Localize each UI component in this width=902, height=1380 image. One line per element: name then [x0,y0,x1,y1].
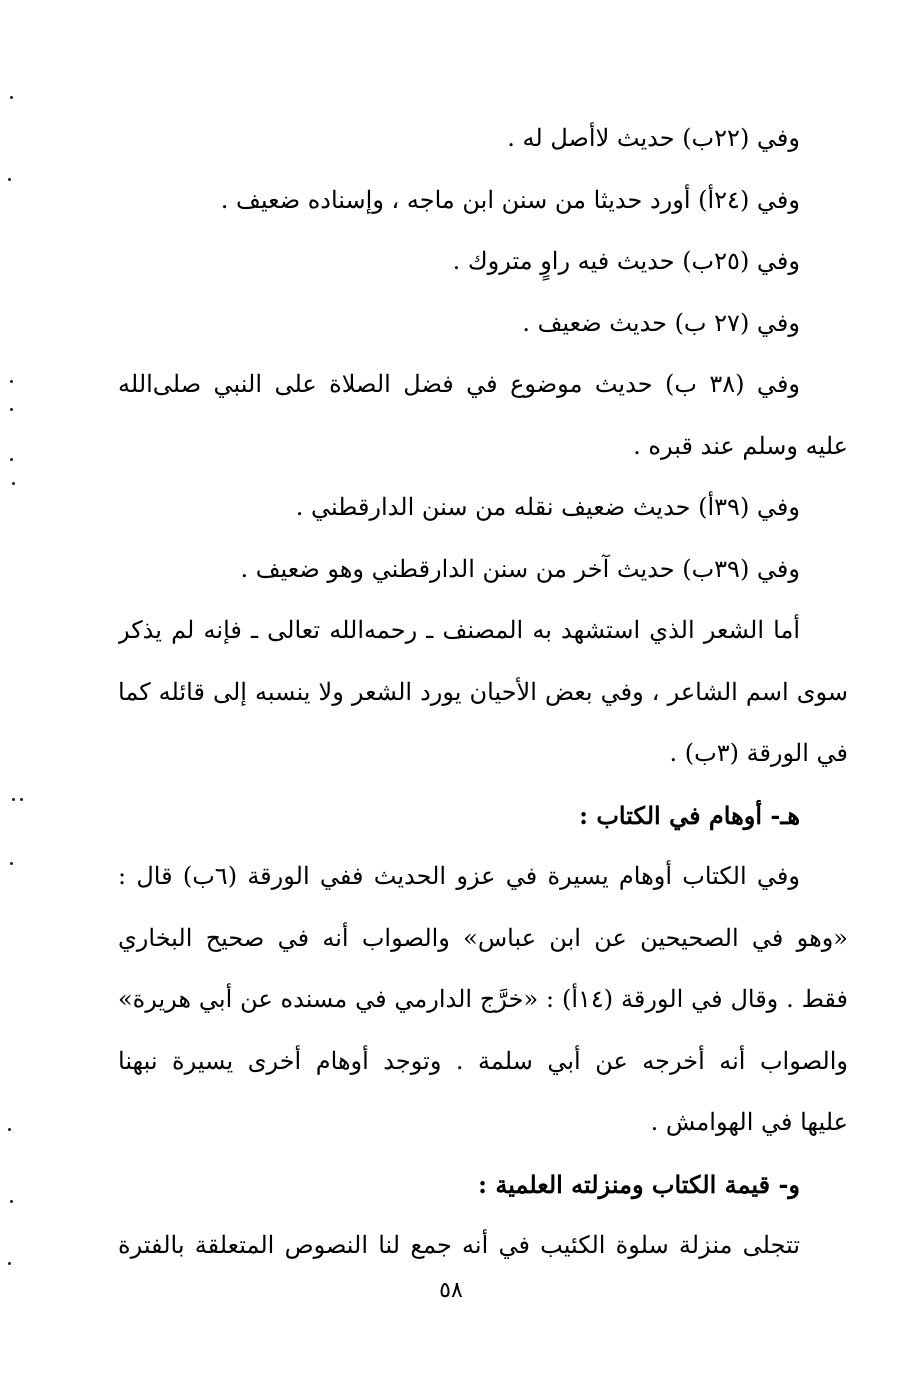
text-line: وفي (٢٧ ب) حديث ضعيف . [522,308,800,337]
body-text [118,108,848,1277]
text-line: وفي (٢٢ب) حديث لاأصل له . [507,124,800,152]
text-line: وفي الكتاب أوهام يسيرة في عزو الحديث ففي الورقة (٦ب) قال : [118,862,800,890]
scan-speck [8,1128,11,1131]
text-line: فقط . وقال في الورقة (١٤أ) : «خرَّج الدارمي في مسنده عن أبي هريرة» [118,985,848,1013]
text-line: وفي (٣٩ب) حديث آخر من سنن الدارقطني وهو ضعيف . [240,554,800,583]
text-line: وفي (٣٨ ب) حديث موضوع في فضل الصلاة على النبي صلى‌الله [118,370,801,398]
text-line: سوى اسم الشاعر ، وفي بعض الأحيان يورد الشعر ولا ينسبه إلى قائله كما [118,677,848,706]
section-heading-h: هـ- أوهام في الكتاب : [579,800,800,830]
scan-speck [10,1200,13,1203]
section-heading-w: و- قيمة الكتاب ومنزلته العلمية : [478,1169,800,1199]
text-line: عليها في الهوامش . [650,1108,848,1136]
text-line: تتجلى منزلة سلوة الكئيب في أنه جمع لنا النصوص المتعلقة بالفترة [118,1231,800,1259]
scan-speck [10,380,13,383]
text-line: في الورقة (٣ب) . [669,739,848,767]
text-line: وفي (٢٤أ) أورد حديثا من سنن ابن ماجه ، وإسناده ضعيف . [220,185,800,214]
page-number: ٥٨ [439,1278,463,1303]
text-line: أما الشعر الذي استشهد به المصنف ـ رحمه‌الله تعالى ـ فإنه لم يذكر [118,616,800,644]
scan-speck [12,798,15,801]
scan-speck [10,96,13,99]
scan-speck [20,798,23,801]
scan-speck [8,178,11,181]
scan-speck [10,408,13,411]
scan-speck [8,1262,11,1265]
scan-speck [12,482,15,485]
text-line: وفي (٢٥ب) حديث فيه راوٍ متروك . [452,247,800,275]
text-line: «وهو في الصحيحين عن ابن عباس» والصواب أنه في صحيح البخاري [118,923,848,952]
text-line: والصواب أنه أخرجه عن أبي سلمة . وتوجد أوهام أخرى يسيرة نبهنا [118,1046,848,1075]
text-line: وفي (٣٩أ) حديث ضعيف نقله من سنن الدارقطني . [295,493,800,521]
scan-speck [10,458,13,461]
text-line: عليه وسلم عند قبره . [633,431,848,460]
scan-speck [10,862,13,865]
